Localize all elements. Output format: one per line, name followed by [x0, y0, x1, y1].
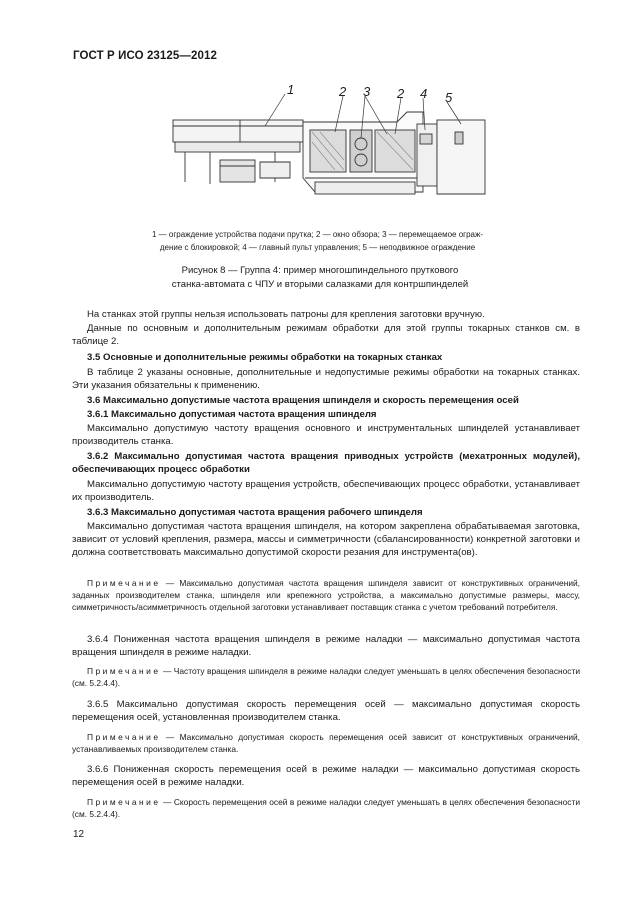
note-3-6-6 — [72, 796, 580, 820]
note-3-6-5 — [72, 731, 580, 755]
note-3-6-4 — [72, 665, 580, 689]
note-text: — Скорость перемещения осей в режиме наладки следует уменьшать в целях обеспечения безопасности (см. 5.2.4.4). — [72, 797, 580, 819]
note-label: Примечание — [87, 578, 161, 588]
figure-caption — [120, 264, 520, 292]
paragraph-3-6-3: Максимально допустимая частота вращения шпинделя, на котором закреплена обрабатываемая заготовка, зависит от условий крепления, размера, массы и симметричности (сбалансированности) конкретной заготовки и должна соответствовать максимально допустимой скорости резания для инструмента(ов). — [72, 521, 580, 558]
note-text: — Максимально допустимая скорость перемещения осей зависит от конструктивных ограничений, устанавливаемых производителем станка. — [72, 732, 581, 754]
callout-1: 1 — [287, 82, 295, 97]
heading-3-6: 3.6 Максимально допустимые частота вращения шпинделя и скорость перемещения осей — [87, 395, 519, 406]
callout-2a: 2 — [339, 84, 347, 99]
callout-3: 3 — [363, 84, 371, 99]
note-3-6-3 — [72, 577, 580, 613]
figure-legend — [60, 228, 575, 254]
caption-line-1: Рисунок 8 — Группа 4: пример многошпиндельного пруткового — [181, 265, 459, 276]
paragraph-3-5: В таблице 2 указаны основные, дополнительные и недопустимые режимы обработки на токарных станках. Эти указания обязательны к применению. — [72, 367, 580, 391]
heading-3-5: 3.5 Основные и дополнительные режимы обработки на токарных станках — [87, 352, 443, 363]
paragraph-3-6-6: 3.6.6 Пониженная скорость перемещения осей в режиме наладки — максимально допустимая скорость перемещения осей в режиме наладки. — [72, 764, 580, 788]
page-number: 12 — [73, 829, 85, 840]
document-header: ГОСТ Р ИСО 23125—2012 — [73, 50, 218, 62]
callout-2b: 2 — [397, 86, 405, 101]
note-label: Примечание — [87, 797, 161, 807]
heading-3-6-3: 3.6.3 Максимально допустимая частота вращения рабочего шпинделя — [87, 507, 423, 518]
note-label: Примечание — [87, 666, 161, 676]
machine-drawing — [165, 82, 505, 222]
caption-line-2: станка-автомата с ЧПУ и вторыми салазками для контршпинделей — [171, 279, 469, 290]
paragraph-3-6-5: 3.6.5 Максимально допустимая скорость перемещения осей — максимально допустимая скорость перемещения осей, установленная производителем станка. — [72, 699, 580, 723]
legend-line-2: дение с блокировкой; 4 — главный пульт управления; 5 — неподвижное ограждение — [159, 243, 476, 252]
note-text: — Максимально допустимая частота вращения шпинделя зависит от конструктивных ограничений, заданных производителем станка, шпинделя или крепежного устройства, а максимально допустимые размеры, массу, симметричность/асимметричность отдельной заготовки устанавливает поставщик станка с учетом требований потребителя. — [72, 578, 581, 612]
paragraph-3-6-1: Максимально допустимую частоту вращения основного и инструментальных шпинделей устанавливает производитель станка. — [72, 423, 580, 447]
heading-3-6-1: 3.6.1 Максимально допустимая частота вращения шпинделя — [87, 409, 377, 420]
note-label: Примечание — [87, 732, 161, 742]
note-text: — Частоту вращения шпинделя в режиме наладки следует уменьшать в целях обеспечения безопасности (см. 5.2.4.4). — [72, 666, 581, 688]
paragraph-3-6-2: Максимально допустимую частоту вращения устройств, обеспечивающих процесс обработки, устанавливает их производитель. — [72, 479, 580, 503]
callout-4: 4 — [420, 86, 428, 101]
legend-line-1: 1 — ограждение устройства подачи прутка; 2 — окно обзора; 3 — перемещаемое ограж- — [151, 230, 484, 239]
heading-3-6-2: 3.6.2 Максимально допустимая частота вращения приводных устройств (мехатронных модулей), обеспечивающих процесс обработки — [72, 451, 580, 475]
paragraph-p2: Данные по основным и дополнительным режимам обработки для этой группы токарных станков см. в таблице 2. — [72, 323, 580, 347]
paragraph-3-6-4: 3.6.4 Пониженная частота вращения шпинделя в режиме наладки — максимально допустимая частота вращения шпинделя в режиме наладки. — [72, 634, 580, 658]
paragraph-p1: На станках этой группы нельзя использовать патроны для крепления заготовки вручную. — [87, 309, 485, 320]
callout-5: 5 — [445, 90, 453, 105]
